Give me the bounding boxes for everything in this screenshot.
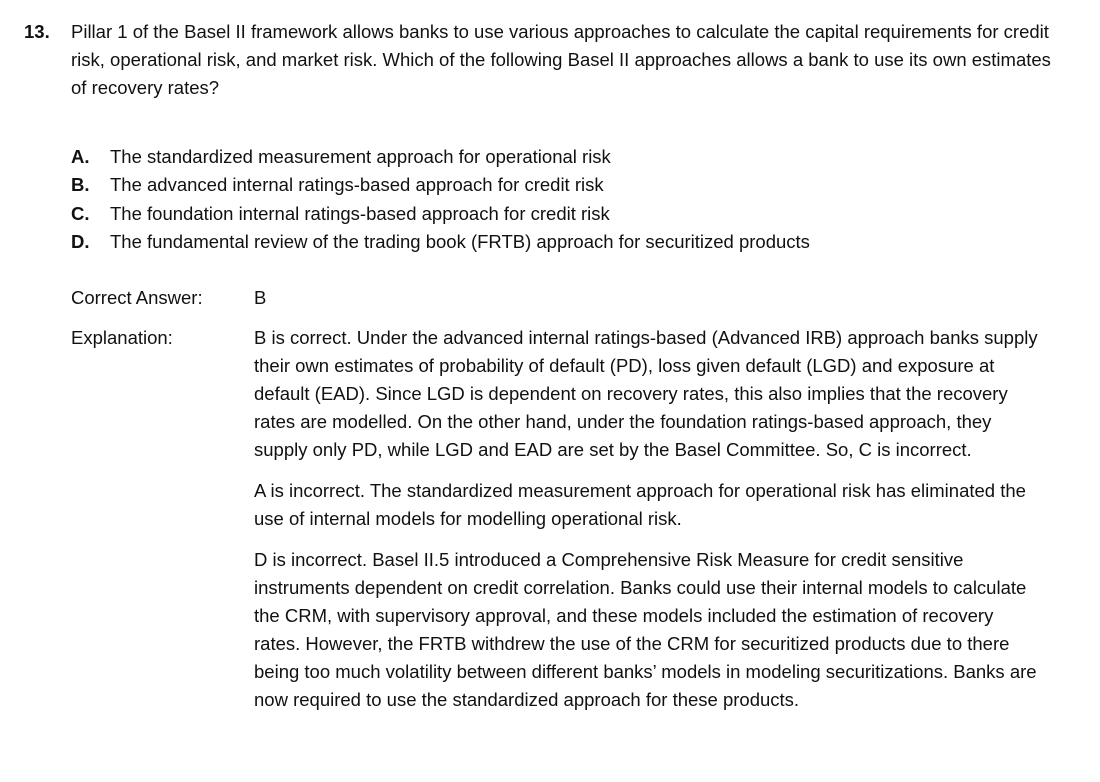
- option-text: The foundation internal ratings-based approach for credit risk: [110, 202, 610, 224]
- option-letter: C.: [71, 202, 90, 224]
- option-c: [71, 200, 810, 228]
- correct-answer-label: Correct Answer:: [71, 287, 203, 308]
- correct-answer-value: B: [254, 287, 267, 308]
- explanation-paragraph-d: D is incorrect. Basel II.5 introduced a Comprehensive Risk Measure for credit sensitive instruments dependent on credit correlation. Banks could use their internal models to calculate the CRM, with supervisory approval, and these models included the estimation of recovery rates. However, the FRTB withdrew the use of the CRM for securitized products due to there being too much volatility between different banks’ models in modeling securitizations. Banks are now required to use the standardized approach for these products.: [254, 549, 1037, 710]
- option-a: [71, 143, 810, 171]
- answer-options: [71, 143, 810, 256]
- option-text: The advanced internal ratings-based approach for credit risk: [110, 174, 604, 196]
- explanation-body: [254, 324, 1044, 727]
- option-text: The fundamental review of the trading book (FRTB) approach for securitized products: [110, 230, 810, 252]
- question-stem: Pillar 1 of the Basel II framework allows banks to use various approaches to calculate the capital requirements for credit risk, operational risk, and market risk. Which of the following Basel II approaches allows a bank to use its own estimates of recovery rates?: [71, 21, 1051, 98]
- explanation-label: Explanation:: [71, 327, 173, 348]
- explanation-paragraph-b: B is correct. Under the advanced internal ratings-based (Advanced IRB) approach banks supply their own estimates of probability of default (PD), loss given default (LGD) and exposure at default (EAD). Since LGD is dependent on recovery rates, this also implies that the recovery rates are modelled. On the other hand, under the foundation ratings-based approach, they supply only PD, while LGD and EAD are set by the Basel Committee. So, C is incorrect.: [254, 327, 1038, 460]
- option-b: [71, 171, 810, 199]
- option-letter: A.: [71, 146, 90, 167]
- question-number: 13.: [24, 21, 50, 42]
- option-text: The standardized measurement approach for operational risk: [110, 146, 611, 167]
- option-letter: D.: [71, 230, 90, 252]
- explanation-paragraph-a: A is incorrect. The standardized measurement approach for operational risk has eliminated the use of internal models for modelling operational risk.: [254, 480, 1026, 529]
- option-d: [71, 228, 810, 256]
- option-letter: B.: [71, 174, 90, 196]
